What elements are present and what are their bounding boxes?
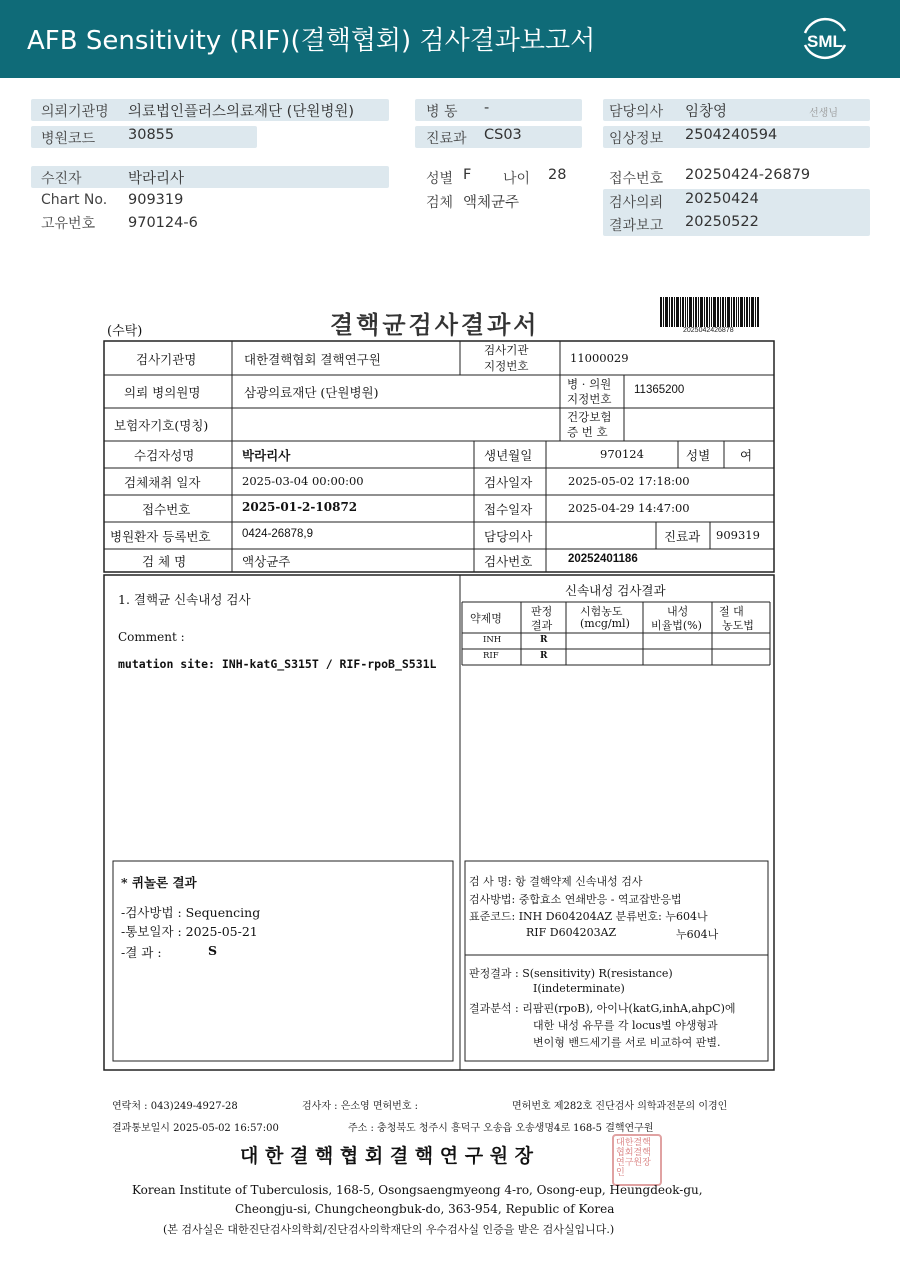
hospital-code-label: 병원코드: [41, 131, 96, 147]
footer-address: 주소 : 충청북도 청주시 흥덕구 오송읍 오송생명4로 168-5 결핵연구원: [348, 1123, 654, 1134]
department-label: 진료과: [426, 131, 467, 147]
quinolone-method: -검사방법 : Sequencing: [121, 905, 261, 920]
copy-label: (수탁): [107, 324, 143, 339]
lab-report-title: 결핵균검사결과서: [330, 310, 540, 339]
footer-contact: 연락처 : 043)249-4927-28: [112, 1101, 238, 1112]
result-inh: R: [540, 635, 548, 645]
ward: -: [484, 100, 490, 116]
reg-no-label: 병원환자 등록번호: [110, 529, 211, 544]
footer-examiner: 검사자 : 은소영 면허번호 :: [302, 1101, 419, 1112]
header-drug: 약제명: [470, 612, 502, 625]
referring-institution-label: 의뢰기관명: [41, 104, 109, 120]
quinolone-title: * 퀴놀론 결과: [121, 875, 197, 890]
hospital-id-label-2: 지정번호: [567, 392, 612, 406]
header-result: 결과: [531, 619, 553, 632]
patient-name: 박라리사: [242, 448, 291, 463]
lab-id-label-2: 지정번호: [484, 359, 529, 373]
sex: F: [463, 167, 472, 183]
header-ratio: 비율법(%): [651, 619, 702, 632]
info-line-2: 검사방법: 중합효소 연쇄반응 - 역교잡반응법: [469, 893, 682, 906]
dept-label: 진료과: [664, 529, 701, 544]
drug-inh: INH: [483, 635, 502, 645]
test-date-label: 검사일자: [484, 475, 533, 490]
quinolone-result: S: [208, 943, 218, 958]
patient-name-label: 수검자성명: [134, 448, 195, 463]
info-line-3: 표준코드: INH D604204AZ 분류번호: 누604나: [469, 910, 708, 923]
doctor-label: 담당의사: [609, 104, 664, 120]
seal-text: 대한결핵협회결핵연구원장인: [616, 1138, 651, 1178]
hospital-id-label-1: 병 · 의원: [567, 377, 612, 391]
barcode-number: 2025042426878: [683, 327, 734, 334]
judge-line-3: 결과분석 : 리팜핀(rpoB), 아이나(katG,inhA,ahpC)에: [469, 1002, 736, 1015]
footer-english-1: Korean Institute of Tuberculosis, 168-5, Osongsaengmyeong 4-ro, Osong-eup, Heungdeok-gu,: [132, 1183, 703, 1197]
report-date-label: 결과보고: [609, 218, 664, 234]
referring-institution: 의료법인플러스의료재단 (단원병원): [128, 104, 355, 120]
patient: 박라리사: [128, 171, 185, 187]
footer-license: 면허번호 제282호 진단검사 의학과전문의 이경인: [512, 1101, 728, 1112]
insured-label: 보험자기호(명칭): [114, 418, 209, 433]
req-hospital: 삼광의료재단 (단원병원): [244, 385, 379, 400]
receipt-no-label: 접수번호: [609, 171, 664, 187]
info-line-4: RIF D604203AZ: [526, 926, 617, 939]
chart-no-label: Chart No.: [41, 192, 108, 208]
judge-line-4: 대한 내성 유무를 각 locus별 야생형과: [533, 1019, 718, 1032]
header-absolute-method: 농도법: [722, 619, 754, 632]
specimen-label-report: 검 체 명: [142, 554, 187, 569]
clinical-info-label: 임상정보: [609, 131, 664, 147]
doctor-label-report: 담당의사: [484, 529, 533, 544]
collect-date: 2025-03-04 00:00:00: [242, 474, 364, 488]
info-line-1: 검 사 명: 항 결핵약제 신속내성 검사: [469, 875, 643, 888]
test-no-label: 검사번호: [484, 554, 533, 569]
lab-name-label: 검사기관명: [136, 352, 197, 367]
age-label: 나이: [503, 171, 531, 187]
collect-label: 검체채취 일자: [124, 475, 201, 490]
doctor-suffix: 선생님: [809, 108, 838, 119]
insurance-label-1: 건강보험: [567, 410, 612, 424]
test-no: 20252401186: [568, 553, 638, 565]
sex-report: 여: [740, 448, 753, 463]
request-date: 20250424: [685, 191, 759, 207]
reg-no: 0424-26878,9: [242, 528, 313, 540]
specimen: 액체균주: [463, 195, 520, 211]
lab-id-label-1: 검사기관: [484, 343, 529, 357]
result-rif: R: [540, 651, 548, 661]
hospital-code: 30855: [128, 127, 175, 143]
hospital-id: 11365200: [634, 384, 685, 396]
quinolone-result-label: -결 과 :: [121, 945, 162, 960]
receipt-date-label: 접수일자: [484, 502, 533, 517]
official-seal-icon: [612, 1134, 662, 1186]
ward-label: 병 동: [426, 104, 458, 120]
footer-cert: (본 검사실은 대한진단검사의학회/진단검사의학재단의 우수검사실 인증을 받은 검사실입니다.): [163, 1223, 615, 1236]
footer-notice: 결과통보일시 2025-05-02 16:57:00: [112, 1123, 279, 1134]
comment-label: Comment :: [118, 630, 185, 644]
receipt-label-report: 접수번호: [142, 502, 191, 517]
lab-id: 11000029: [570, 351, 629, 365]
header-concentration: 시험농도: [580, 605, 623, 618]
unique-no: 970124-6: [128, 215, 198, 231]
footer-english-2: Cheongju-si, Chungcheongbuk-do, 363-954, Republic of Korea: [235, 1202, 615, 1216]
doctor: 임창영: [685, 104, 728, 120]
dept: 909319: [716, 528, 760, 542]
sex-label: 성별: [426, 171, 454, 187]
birth-label: 생년월일: [484, 448, 533, 463]
mutation-site: mutation site: INH-katG_S315T / RIF-rpoB_S531L: [118, 657, 437, 671]
specimen-report: 액상균주: [242, 554, 291, 569]
receipt-date: 2025-04-29 14:47:00: [568, 501, 690, 515]
footer-director: 대 한 결 핵 협 회 결 핵 연 구 원 장: [240, 1145, 534, 1167]
judge-line-2: I(indeterminate): [533, 982, 625, 995]
lab-name: 대한결핵협회 결핵연구원: [244, 352, 381, 367]
insurance-label-2: 증 번 호: [567, 425, 608, 439]
header-unit: (mcg/ml): [580, 617, 630, 630]
patient-label: 수진자: [41, 171, 82, 187]
right-section-title: 신속내성 검사결과: [565, 583, 666, 598]
clinical-info: 2504240594: [685, 127, 778, 143]
info-line-5: 누604나: [676, 928, 719, 941]
report-title: AFB Sensitivity (RIF)(결핵협회) 검사결과보고서: [27, 26, 596, 56]
age: 28: [548, 167, 567, 183]
judge-line-5: 변이형 밴드세기를 서로 비교하여 판별.: [533, 1036, 721, 1049]
unique-no-label: 고유번호: [41, 216, 96, 232]
left-section-title: 1. 결핵균 신속내성 검사: [118, 592, 251, 607]
header-absolute: 절 대: [719, 605, 744, 618]
header-resistance: 내성: [667, 605, 689, 618]
quinolone-notice-date: -통보일자 : 2025-05-21: [121, 924, 258, 939]
department: CS03: [484, 127, 522, 143]
chart-no: 909319: [128, 192, 184, 208]
header-judge: 판정: [531, 605, 553, 618]
judge-line-1: 판정결과 : S(sensitivity) R(resistance): [469, 967, 673, 980]
report-date: 20250522: [685, 214, 759, 230]
req-hospital-label: 의뢰 병의원명: [124, 385, 201, 400]
sml-logo-text: SML: [807, 32, 843, 51]
sex-label-report: 성별: [686, 448, 711, 463]
birth: 970124: [600, 447, 644, 461]
test-date: 2025-05-02 17:18:00: [568, 474, 690, 488]
specimen-label: 검체: [426, 195, 454, 211]
receipt-no: 20250424-26879: [685, 167, 811, 183]
receipt-no-report: 2025-01-2-10872: [242, 500, 358, 514]
drug-rif: RIF: [483, 651, 499, 661]
request-date-label: 검사의뢰: [609, 195, 664, 211]
